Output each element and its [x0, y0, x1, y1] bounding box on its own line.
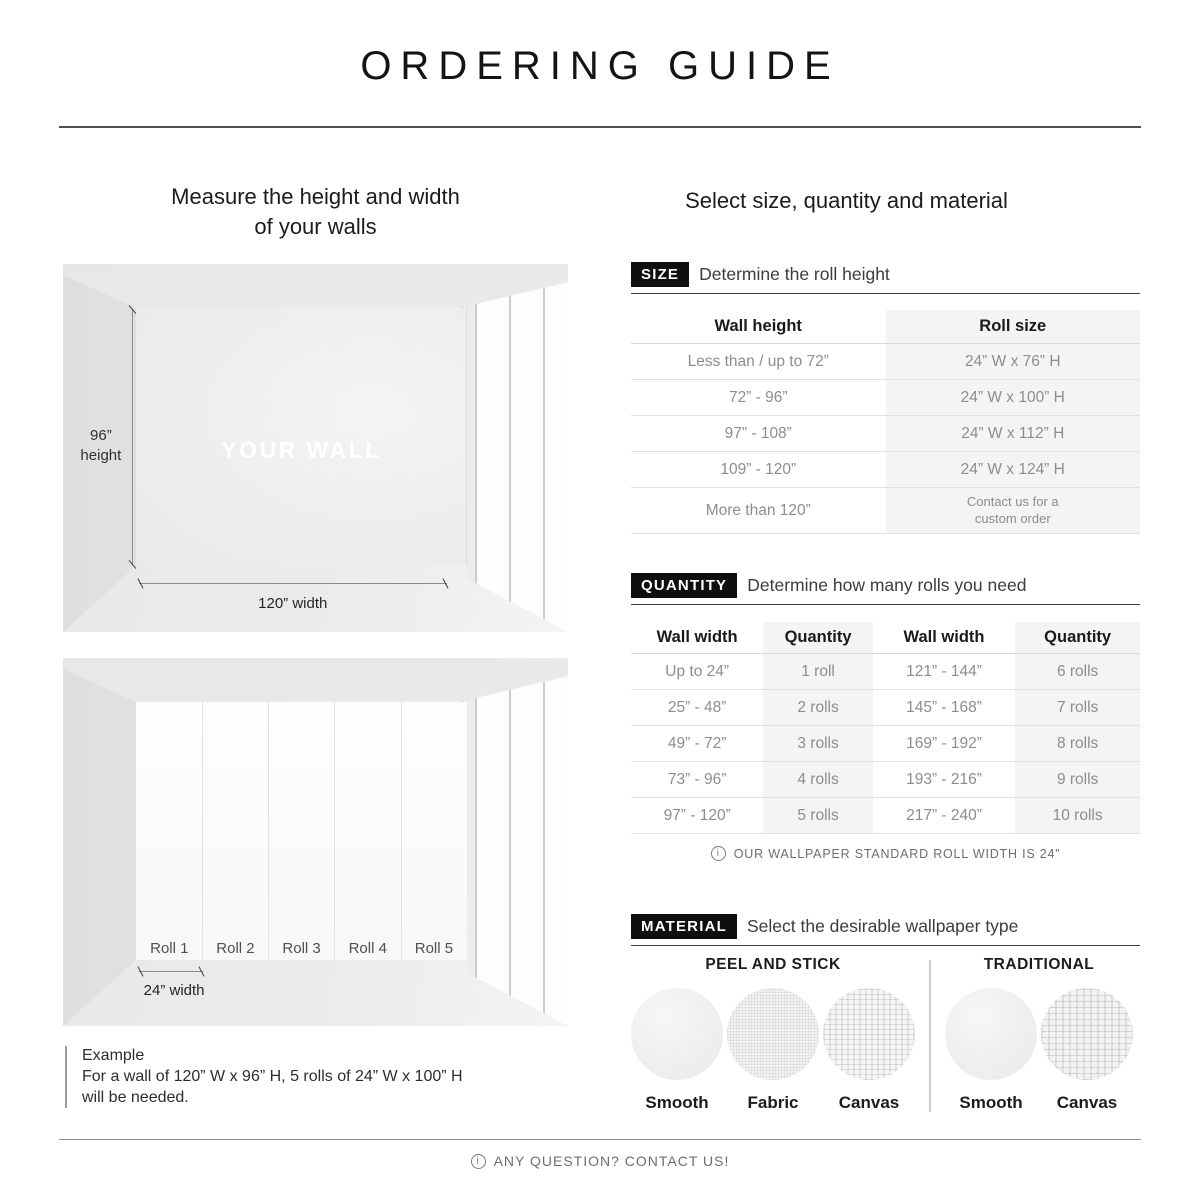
swatch-peel-smooth[interactable]: Smooth — [631, 988, 723, 1113]
size-subtitle: Determine the roll height — [699, 264, 890, 284]
table-cell: 97” - 108” — [631, 416, 886, 452]
material-section-header — [631, 914, 1140, 946]
qty-header-4: Quantity — [1015, 622, 1140, 654]
traditional-title: TRADITIONAL — [983, 956, 1095, 973]
example-line1: For a wall of 120” W x 96” H, 5 rolls of 24” W x 100” H — [82, 1067, 463, 1085]
qty-header-3: Wall width — [873, 622, 1016, 654]
roll-4-label: Roll 4 — [348, 939, 387, 957]
table-cell: 25” - 48” — [631, 690, 763, 726]
material-options — [631, 956, 1140, 1113]
footer-contact[interactable] — [0, 1153, 1200, 1169]
size-badge: SIZE — [631, 262, 689, 287]
size-table — [631, 310, 1140, 534]
traditional-group — [945, 956, 1133, 1113]
roll-width-dimension-line — [139, 971, 204, 972]
left-column-heading — [63, 182, 568, 241]
page-title: ORDERING GUIDE — [360, 44, 840, 88]
roll-labels — [136, 940, 467, 957]
table-cell: 6 rolls — [1015, 654, 1140, 690]
roll-panel — [335, 702, 401, 960]
qty-header-1: Wall width — [631, 622, 763, 654]
table-cell: 7 rolls — [1015, 690, 1140, 726]
info-icon: i — [471, 1154, 486, 1169]
note-text: OUR WALLPAPER STANDARD ROLL WIDTH IS 24” — [733, 846, 1061, 861]
swatch-peel-fabric[interactable]: Fabric — [727, 988, 819, 1113]
width-dimension-line — [139, 583, 447, 584]
info-icon: i — [711, 846, 726, 861]
table-cell: 24” W x 76” H — [886, 344, 1141, 380]
table-cell: 4 rolls — [763, 762, 872, 798]
roll-3-label: Roll 3 — [282, 939, 321, 957]
table-cell: 73” - 96” — [631, 762, 763, 798]
qty-header-2: Quantity — [763, 622, 872, 654]
swatch-traditional-canvas[interactable]: Canvas — [1041, 988, 1133, 1113]
table-cell: 24” W x 124” H — [886, 452, 1141, 488]
table-cell: 145” - 168” — [873, 690, 1016, 726]
footer-contact-text[interactable]: ANY QUESTION? CONTACT US! — [493, 1153, 730, 1169]
roll-panel — [136, 702, 202, 960]
fabric-texture-swatch[interactable] — [727, 988, 819, 1080]
example-note — [65, 1046, 535, 1108]
peel-and-stick-title: PEEL AND STICK — [705, 956, 841, 973]
roll-panel — [402, 702, 467, 960]
roll-1-label: Roll 1 — [150, 939, 189, 957]
table-cell: 109” - 120” — [631, 452, 886, 488]
height-dimension-line — [132, 310, 133, 564]
roll-panel — [203, 702, 269, 960]
peel-and-stick-group — [631, 956, 915, 1113]
smooth-texture-swatch[interactable] — [945, 988, 1037, 1080]
swatch-traditional-smooth[interactable]: Smooth — [945, 988, 1037, 1113]
size-section-header — [631, 262, 1140, 294]
table-cell: 10 rolls — [1015, 798, 1140, 834]
room-illustration-measure — [63, 264, 568, 632]
table-cell: 49” - 72” — [631, 726, 763, 762]
smooth-texture-swatch[interactable] — [631, 988, 723, 1080]
right-column-heading: Select size, quantity and material — [685, 188, 1008, 213]
table-cell: 5 rolls — [763, 798, 872, 834]
example-title: Example — [82, 1047, 145, 1064]
table-cell: 217” - 240” — [873, 798, 1016, 834]
window-illustration — [464, 676, 568, 1026]
table-cell: 2 rolls — [763, 690, 872, 726]
table-cell: 3 rolls — [763, 726, 872, 762]
roll-5-label: Roll 5 — [414, 939, 454, 957]
table-cell: 24” W x 112” H — [886, 416, 1141, 452]
your-wall-label: YOUR WALL — [221, 436, 382, 463]
quantity-badge: QUANTITY — [631, 573, 737, 598]
material-group-divider — [929, 960, 931, 1112]
table-cell: 169” - 192” — [873, 726, 1016, 762]
material-subtitle: Select the desirable wallpaper type — [746, 916, 1019, 936]
table-cell: 8 rolls — [1015, 726, 1140, 762]
left-heading-line1: Measure the height and width — [171, 184, 460, 209]
table-cell: More than 120” — [631, 488, 886, 534]
table-cell: 193” - 216” — [873, 762, 1016, 798]
canvas-texture-swatch[interactable] — [823, 988, 915, 1080]
table-cell: 97” - 120” — [631, 798, 763, 834]
roll-width-label: 24” width — [143, 981, 205, 999]
canvas-texture-swatch[interactable] — [1041, 988, 1133, 1080]
swatch-peel-canvas[interactable]: Canvas — [823, 988, 915, 1113]
table-cell: 121” - 144” — [873, 654, 1016, 690]
wall-height-label: 96” height — [80, 426, 122, 465]
size-col1-header: Wall height — [631, 310, 886, 344]
table-cell: 72” - 96” — [631, 380, 886, 416]
wallpaper-roll-panels — [136, 702, 467, 960]
table-cell: 1 roll — [763, 654, 872, 690]
wall-width-label: 120” width — [258, 595, 328, 613]
table-cell: Contact us for a custom order — [886, 488, 1141, 534]
table-cell: 9 rolls — [1015, 762, 1140, 798]
room-illustration-rolls — [63, 658, 568, 1026]
title-divider — [59, 126, 1141, 128]
size-col2-header: Roll size — [886, 310, 1141, 344]
roll-2-label: Roll 2 — [216, 939, 255, 957]
quantity-section-header — [631, 573, 1140, 605]
roll-width-note — [631, 846, 1140, 861]
footer-divider — [59, 1139, 1141, 1140]
example-line2: will be needed. — [82, 1088, 189, 1106]
material-badge: MATERIAL — [631, 914, 737, 939]
table-cell: Less than / up to 72” — [631, 344, 886, 380]
window-illustration — [464, 282, 568, 632]
quantity-table — [631, 622, 1140, 834]
roll-panel — [269, 702, 335, 960]
table-cell: Up to 24” — [631, 654, 763, 690]
quantity-subtitle: Determine how many rolls you need — [747, 575, 1027, 595]
table-cell: 24” W x 100” H — [886, 380, 1141, 416]
left-heading-line2: of your walls — [254, 213, 377, 239]
